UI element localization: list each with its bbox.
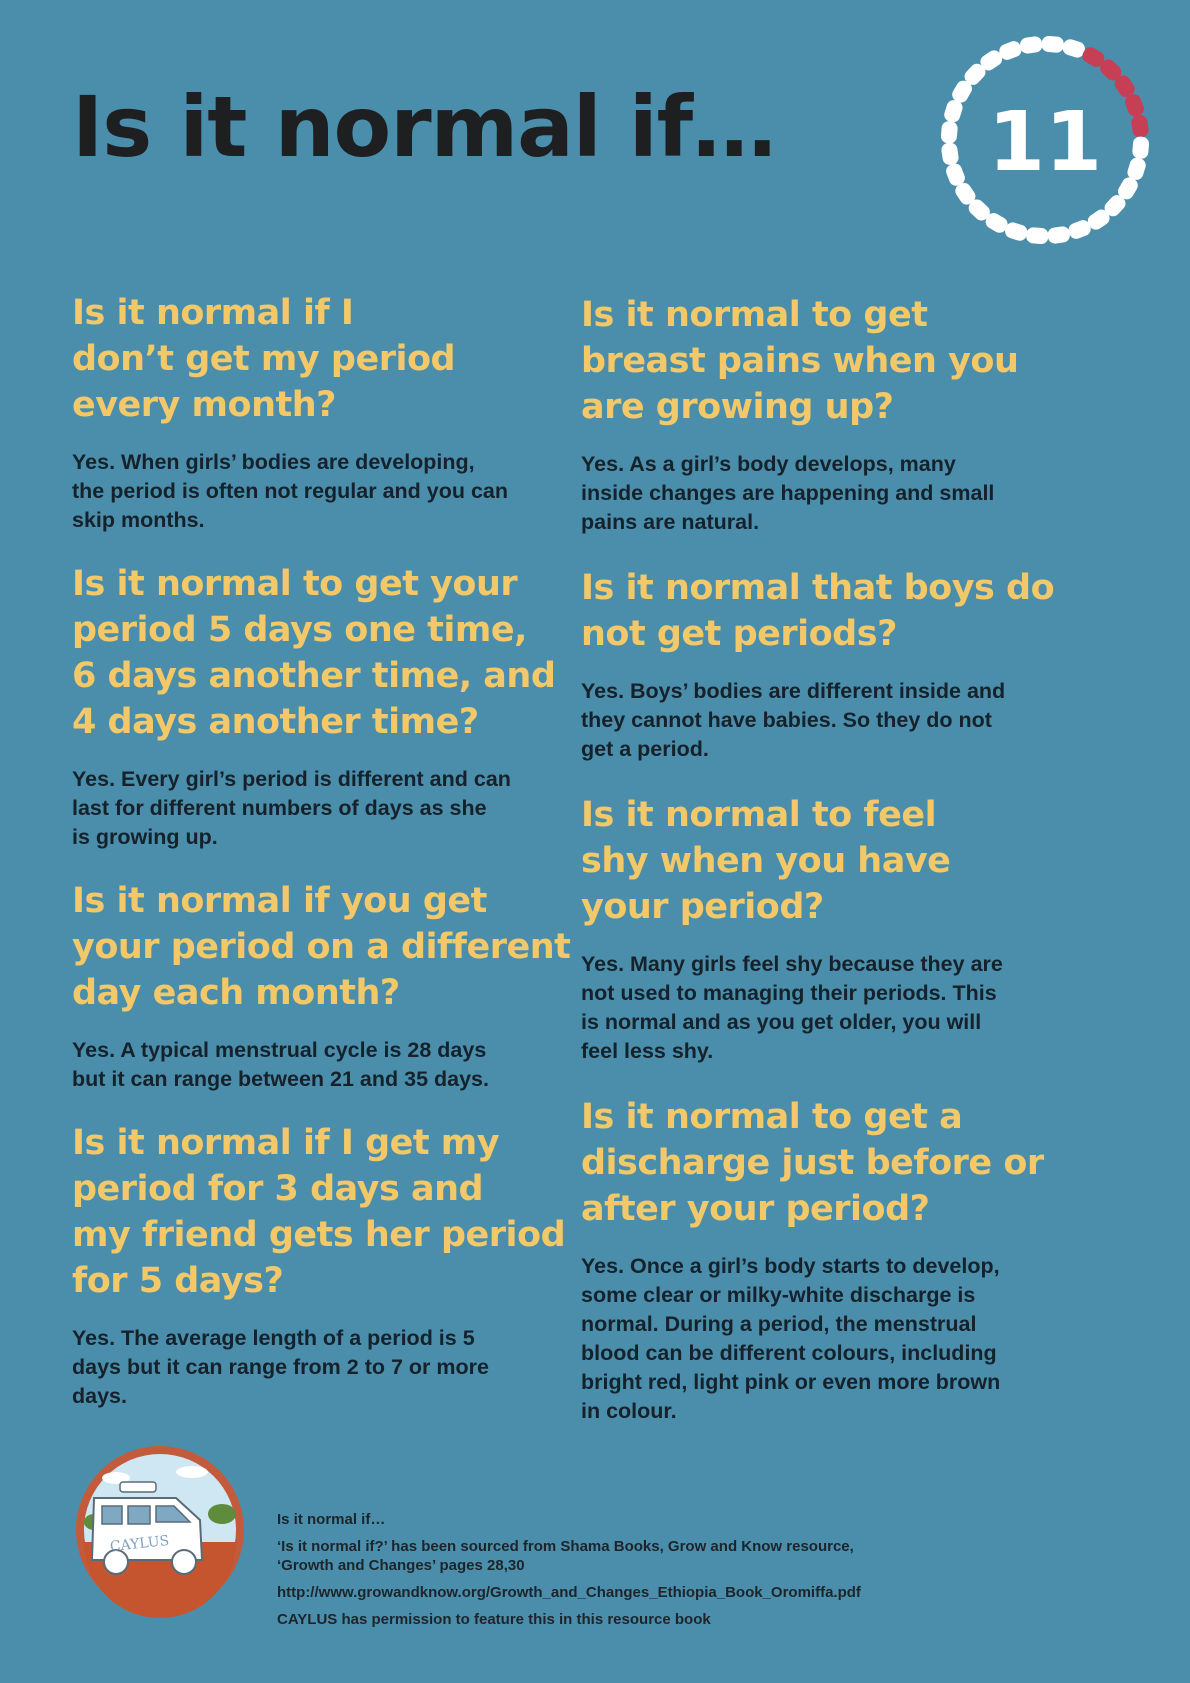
bead-white — [1026, 227, 1049, 245]
question-heading: Is it normal to get your period 5 days one time, 6 days another time, and 4 days another time? — [72, 564, 556, 742]
question-heading: Is it normal to get breast pains when you are growing up? — [581, 295, 1019, 427]
answer-text: Yes. A typical menstrual cycle is 28 days but it can range between 21 and 35 days. — [72, 1038, 489, 1091]
left-column — [72, 290, 572, 1437]
badge-number: 11 — [987, 95, 1103, 190]
bead-white — [940, 142, 959, 166]
caylus-logo — [72, 1442, 248, 1618]
footer-title: Is it normal if… — [277, 1511, 386, 1528]
answer-text: Yes. As a girl’s body develops, many inside changes are happening and small pains are natural. — [581, 452, 995, 534]
bead-red — [1130, 114, 1149, 138]
bead-white — [1132, 136, 1150, 159]
qa-item — [72, 561, 572, 852]
bead-white — [940, 121, 958, 144]
question-heading: Is it normal if you get your period on a different day each month? — [72, 881, 571, 1013]
qa-item — [581, 292, 1061, 537]
bead-white — [1047, 225, 1071, 244]
cycle-day-badge — [925, 20, 1165, 260]
right-column — [581, 292, 1061, 1454]
bead-white — [1019, 35, 1043, 54]
qa-item — [581, 565, 1061, 764]
qa-item — [72, 878, 572, 1094]
answer-text: Yes. The average length of a period is 5 days but it can range from 2 to 7 or more days. — [72, 1326, 489, 1408]
footer-url: http://www.growandknow.org/Growth_and_Changes_Ethiopia_Book_Oromiffa.pdf — [277, 1584, 861, 1601]
question-heading: Is it normal if I don’t get my period every month? — [72, 293, 456, 425]
answer-text: Yes. When girls’ bodies are developing, the period is often not regular and you can skip months. — [72, 450, 509, 532]
answer-text: Yes. Every girl’s period is different and can last for different numbers of days as she is growing up. — [72, 767, 511, 849]
question-heading: Is it normal that boys do not get periods? — [581, 568, 1055, 654]
answer-text: Yes. Boys’ bodies are different inside and they cannot have babies. So they do not get a period. — [581, 679, 1006, 761]
logo-text: CAYLUS — [109, 1532, 170, 1556]
question-heading: Is it normal to feel shy when you have your period? — [581, 795, 951, 927]
footer-credits — [277, 1510, 977, 1637]
answer-text: Yes. Once a girl’s body starts to develop, some clear or milky-white discharge is normal. During a period, the menstrual blood can be different colours, including bright red, light pink or even more brown in colour. — [581, 1254, 1001, 1423]
logo-bush — [208, 1504, 236, 1524]
qa-item — [72, 290, 572, 535]
answer-text: Yes. Many girls feel shy because they are not used to managing their periods. This is normal and as you get older, you will feel less shy. — [581, 952, 1003, 1063]
footer-source: ‘Is it normal if?’ has been sourced from Shama Books, Grow and Know resource, ‘Growth and Changes’ pages 28,30 — [277, 1538, 854, 1574]
qa-item — [581, 1094, 1061, 1426]
bead-white — [1041, 35, 1064, 53]
question-heading: Is it normal if I get my period for 3 days and my friend gets her period for 5 days? — [72, 1123, 566, 1301]
footer-permission: CAYLUS has permission to feature this in this resource book — [277, 1611, 711, 1628]
page-title: Is it normal if… — [72, 78, 776, 176]
qa-item — [581, 792, 1061, 1066]
qa-item — [72, 1120, 572, 1411]
question-heading: Is it normal to get a discharge just before or after your period? — [581, 1097, 1044, 1229]
